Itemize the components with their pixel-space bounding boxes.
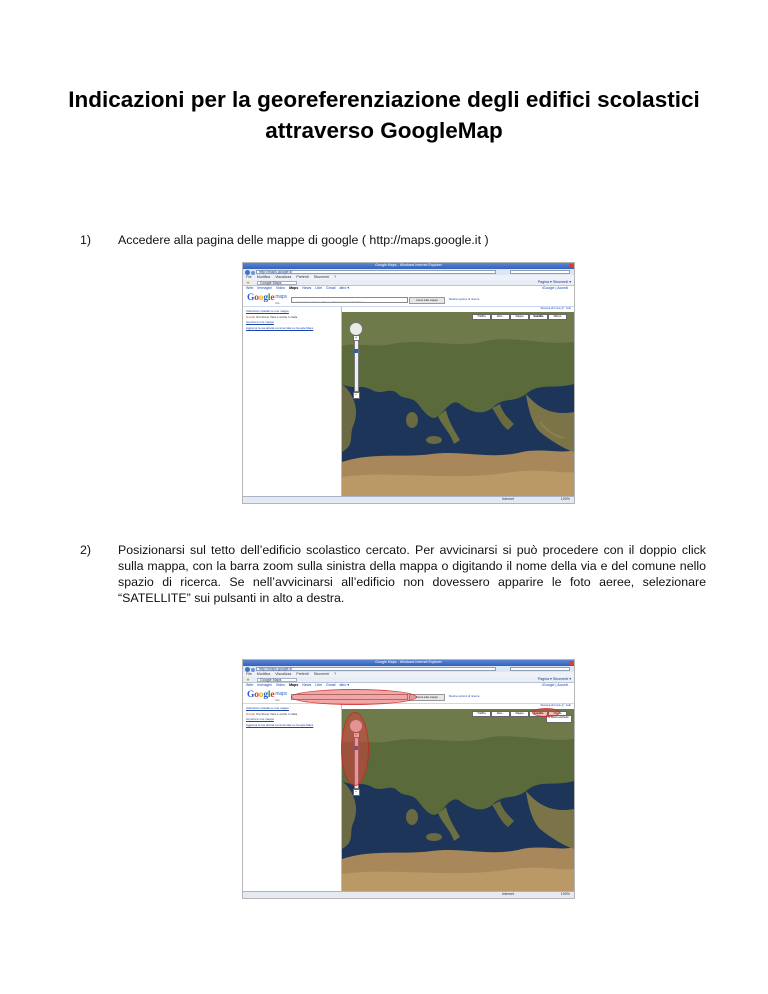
map-type-terrain: Rilievo	[548, 711, 567, 717]
map-type-traffic: Traffico	[472, 314, 491, 320]
google-maps-screenshot-1	[242, 262, 575, 504]
maps-sidebar	[243, 704, 342, 892]
sidebar-add-business: Aggiungi la tua attività commerciale su Google Maps	[246, 326, 314, 330]
search-options-link: Mostra opzioni di ricerca	[449, 693, 480, 698]
zoom-in-icon: +	[353, 335, 360, 342]
map-top-links: Stampa ✉ Invia 🔗 Link	[540, 703, 571, 707]
search-hint: Es. via del Corso 1 Roma, Milano o Pizzerie vicino al Pantheon	[291, 301, 364, 304]
address-field: http://maps.google.it/	[256, 667, 496, 671]
nav-maps: Maps	[289, 285, 299, 290]
nav-video: Video	[275, 682, 286, 687]
step-text: Accedere alla pagina delle mappe di google ( http://maps.google.it )	[118, 233, 489, 247]
back-arrow-icon	[245, 667, 250, 672]
menu-view: Visualizza	[275, 274, 292, 279]
browser-tools	[538, 281, 571, 285]
zoom-out-icon: −	[353, 789, 360, 796]
sidebar-import: Importa le mie mappe	[246, 717, 274, 721]
favorites-star-icon: ★	[246, 676, 251, 682]
tools-menu: Strumenti ▾	[552, 676, 571, 681]
map-type-terrain: Rilievo	[548, 314, 567, 320]
zoom-slider-knob	[354, 349, 358, 353]
google-logo: Google$^{maps}$ Italia	[247, 293, 287, 305]
window-title: Google Maps - Windows Internet Explorer	[375, 263, 442, 267]
step-number: 1)	[80, 233, 92, 247]
maps-sidebar	[243, 307, 342, 497]
map-type-more: Altro...	[491, 314, 510, 320]
sidebar-add-business: Aggiungi la tua attività commerciale su Google Maps	[246, 723, 314, 727]
browser-tab: Google Maps	[257, 678, 297, 682]
instruction-step-2	[80, 542, 706, 606]
close-window-icon	[569, 661, 573, 665]
favorites-star-icon: ★	[246, 279, 251, 285]
menu-tools: Strumenti	[313, 671, 330, 676]
browser-status-bar	[243, 496, 574, 503]
page-menu: Pagina ▾	[537, 279, 552, 284]
window-title: Google Maps - Windows Internet Explorer	[375, 660, 442, 664]
menu-help: ?	[334, 274, 337, 279]
back-arrow-icon	[245, 270, 250, 275]
map-type-satellite: Satellite	[529, 711, 548, 717]
sidebar-street-view: Novità! Ora Street View è anche in Italia	[246, 712, 298, 716]
search-maps-button: Cerca sulle mappe	[409, 694, 445, 701]
address-field: http://maps.google.it/	[256, 270, 496, 274]
search-bar-highlight	[291, 689, 417, 705]
account-links: iGoogle | Accedi	[542, 682, 568, 687]
google-maps-screenshot-2	[242, 659, 575, 899]
instruction-step-1	[80, 232, 706, 248]
status-zoom: 100%	[560, 497, 570, 501]
zoom-bar-highlight	[341, 712, 369, 786]
google-maps-header	[243, 292, 574, 307]
sidebar-directions: Indicazioni stradali Le mie mappe	[246, 309, 289, 313]
google-logo: Google$^{maps}$ Italia	[247, 690, 287, 702]
browser-search-field	[510, 270, 570, 274]
search-maps-button: Cerca sulle mappe	[409, 297, 445, 304]
page-menu: Pagina ▾	[537, 676, 552, 681]
nav-books: Libri	[315, 285, 323, 290]
account-links: iGoogle | Accedi	[542, 285, 568, 290]
document-title: Indicazioni per la georeferenziazione degli edifici scolastici attraverso GoogleMap	[68, 87, 700, 143]
nav-images: Immagini	[257, 682, 272, 687]
menu-help: ?	[334, 671, 337, 676]
status-zoom: 100%	[560, 892, 570, 896]
search-options-link: Mostra opzioni di ricerca	[449, 296, 480, 301]
nav-maps: Maps	[289, 682, 299, 687]
nav-books: Libri	[315, 682, 323, 687]
nav-news: News	[302, 682, 312, 687]
nav-news: News	[302, 285, 312, 290]
menu-file: File	[246, 671, 252, 676]
nav-gmail: Gmail	[326, 682, 336, 687]
google-nav-bar	[243, 286, 574, 291]
menu-favorites: Preferiti	[296, 671, 309, 676]
satellite-map	[342, 312, 574, 496]
menu-view: Visualizza	[275, 671, 292, 676]
nav-gmail: Gmail	[326, 285, 336, 290]
satellite-map	[342, 709, 574, 891]
step-text: Posizionarsi sul tetto dell’edificio scolastico cercato. Per avvicinarsi si può procedere con il doppio click sulla mappa, con la barra zoom sulla sinistra della mappa o digitando il nome della via e del comune nello spazio di ricerca. Se nell’avvicinarsi all’edificio non dovessero apparire le foto aeree, selezionare “SATELLITE” sui pulsanti in alto a destra.	[118, 543, 706, 605]
sidebar-street-view: Novità! Ora Street View è anche in Italia	[246, 315, 298, 319]
nav-web: Web	[246, 285, 254, 290]
browser-tab: Google Maps	[257, 281, 297, 285]
map-type-map: Mappa	[510, 314, 529, 320]
status-zone: Internet	[501, 497, 514, 501]
nav-web: Web	[246, 682, 254, 687]
menu-edit: Modifica	[256, 671, 271, 676]
map-type-satellite: Satellite	[529, 314, 548, 320]
map-type-traffic: Traffico	[472, 711, 491, 717]
zoom-out-icon: −	[353, 392, 360, 399]
step-number: 2)	[80, 543, 92, 557]
map-type-more: Altro...	[491, 711, 510, 717]
nav-more: altro ▾	[339, 285, 350, 290]
zoom-slider	[354, 340, 359, 392]
browser-tools	[538, 678, 571, 682]
map-type-map: Mappa	[510, 711, 529, 717]
sidebar-import: Importa le mie mappe	[246, 320, 274, 324]
sidebar-directions: Indicazioni stradali Le mie mappe	[246, 706, 289, 710]
tools-menu: Strumenti ▾	[552, 279, 571, 284]
satellite-button-highlight	[532, 708, 560, 717]
menu-file: File	[246, 274, 252, 279]
forward-arrow-icon	[251, 271, 255, 275]
browser-search-field	[510, 667, 570, 671]
menu-favorites: Preferiti	[296, 274, 309, 279]
pan-control-icon	[349, 322, 363, 336]
satellite-map-image	[342, 709, 574, 891]
map-top-links: Stampa ✉ Invia 🔗 Link	[540, 306, 571, 310]
close-window-icon	[569, 264, 573, 268]
status-zone: Internet	[501, 892, 514, 896]
menu-tools: Strumenti	[313, 274, 330, 279]
nav-images: Immagini	[257, 285, 272, 290]
forward-arrow-icon	[251, 668, 255, 672]
nav-video: Video	[275, 285, 286, 290]
browser-status-bar	[243, 891, 574, 898]
satellite-map-image	[342, 312, 574, 496]
google-nav-bar	[243, 683, 574, 688]
menu-edit: Modifica	[256, 274, 271, 279]
nav-more: altro ▾	[339, 682, 350, 687]
satellite-labels-dropdown: ☑ Mostra etichette	[546, 715, 572, 723]
